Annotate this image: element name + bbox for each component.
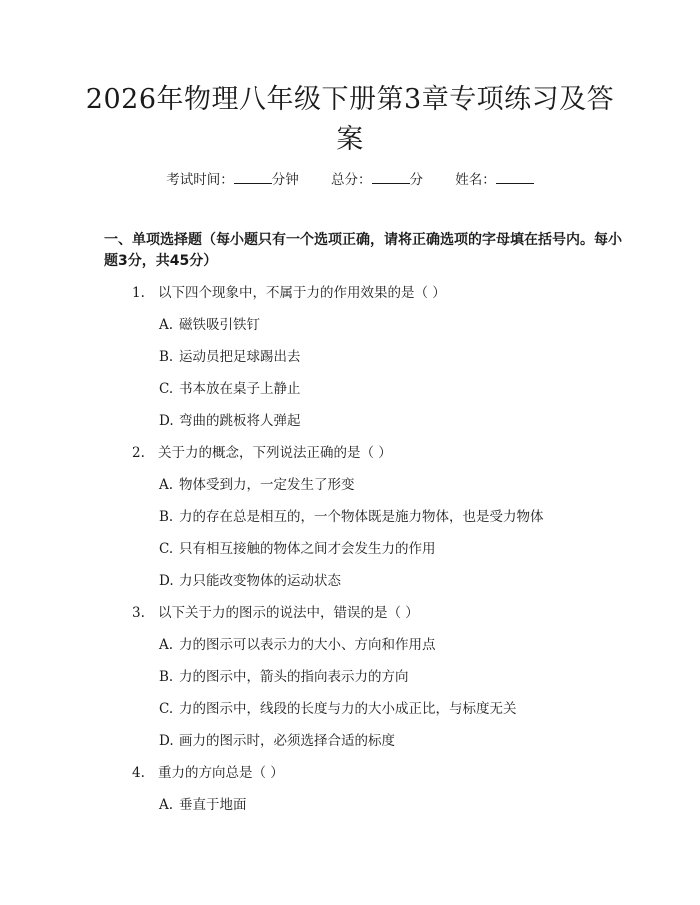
option-text: 力的图示中，线段的长度与力的大小成正比，与标度无关 bbox=[179, 701, 517, 717]
exam-time-unit: 分钟 bbox=[271, 172, 299, 188]
option-text: 物体受到力，一定发生了形变 bbox=[179, 477, 355, 493]
option-letter: C. bbox=[159, 541, 174, 557]
student-name-blank[interactable] bbox=[496, 171, 534, 184]
option-letter: B. bbox=[159, 509, 174, 525]
option-text: 垂直于地面 bbox=[179, 797, 247, 813]
option-text: 力的图示可以表示力的大小、方向和作用点 bbox=[179, 637, 436, 653]
question-text: 以下关于力的图示的说法中，错误的是（ ） bbox=[158, 605, 419, 621]
exam-time-label: 考试时间： bbox=[166, 172, 234, 188]
option-3a bbox=[159, 636, 436, 654]
option-letter: A. bbox=[159, 317, 174, 333]
question-3 bbox=[132, 604, 419, 622]
option-text: 力只能改变物体的运动状态 bbox=[179, 573, 341, 589]
option-1c bbox=[159, 380, 301, 398]
total-score-blank[interactable] bbox=[372, 171, 410, 184]
option-text: 弯曲的跳板将人弹起 bbox=[179, 413, 301, 429]
option-text: 书本放在桌子上静止 bbox=[179, 381, 301, 397]
option-letter: B. bbox=[159, 349, 174, 365]
option-text: 力的存在总是相互的，一个物体既是施力物体，也是受力物体 bbox=[179, 509, 544, 525]
option-letter: D. bbox=[159, 573, 174, 589]
option-4a bbox=[159, 796, 247, 814]
option-text: 力的图示中，箭头的指向表示力的方向 bbox=[179, 669, 409, 685]
total-score-label: 总分： bbox=[331, 172, 372, 188]
option-3d bbox=[159, 732, 395, 750]
student-name-label: 姓名： bbox=[455, 172, 496, 188]
option-letter: C. bbox=[159, 381, 174, 397]
question-text: 以下四个现象中，不属于力的作用效果的是（ ） bbox=[158, 285, 446, 301]
option-text: 磁铁吸引铁钉 bbox=[179, 317, 260, 333]
question-text: 关于力的概念，下列说法正确的是（ ） bbox=[158, 445, 392, 461]
page-title: 2026年物理八年级下册第3章专项练习及答案 bbox=[85, 84, 615, 155]
option-2a bbox=[159, 476, 355, 494]
question-number: 4. bbox=[132, 765, 145, 781]
option-letter: D. bbox=[159, 413, 174, 429]
option-letter: D. bbox=[159, 733, 174, 749]
exam-time-blank[interactable] bbox=[234, 171, 272, 184]
option-text: 运动员把足球踢出去 bbox=[179, 349, 301, 365]
option-text: 画力的图示时，必须选择合适的标度 bbox=[179, 733, 395, 749]
option-2b bbox=[159, 508, 544, 526]
question-4 bbox=[132, 764, 284, 782]
option-letter: B. bbox=[159, 669, 174, 685]
question-1 bbox=[132, 284, 446, 302]
question-2 bbox=[132, 444, 392, 462]
question-number: 2. bbox=[132, 445, 145, 461]
option-3c bbox=[159, 700, 517, 718]
option-text: 只有相互接触的物体之间才会发生力的作用 bbox=[179, 541, 436, 557]
option-3b bbox=[159, 668, 409, 686]
option-1b bbox=[159, 348, 301, 366]
option-2d bbox=[159, 572, 341, 590]
option-letter: A. bbox=[159, 477, 174, 493]
option-1d bbox=[159, 412, 301, 430]
total-score-unit: 分 bbox=[409, 172, 423, 188]
option-1a bbox=[159, 316, 260, 334]
question-text: 重力的方向总是（ ） bbox=[158, 765, 284, 781]
exam-time-field bbox=[166, 168, 299, 188]
question-number: 3. bbox=[132, 605, 145, 621]
option-2c bbox=[159, 540, 436, 558]
section-heading: 一、单项选择题（每小题只有一个选项正确，请将正确选项的字母填在括号内。每小题3分，共45分） bbox=[104, 232, 622, 269]
option-letter: A. bbox=[159, 797, 174, 813]
exam-info-line bbox=[0, 168, 700, 188]
question-number: 1. bbox=[132, 285, 145, 301]
student-name-field bbox=[455, 168, 534, 188]
option-letter: A. bbox=[159, 637, 174, 653]
option-letter: C. bbox=[159, 701, 174, 717]
total-score-field bbox=[331, 168, 423, 188]
